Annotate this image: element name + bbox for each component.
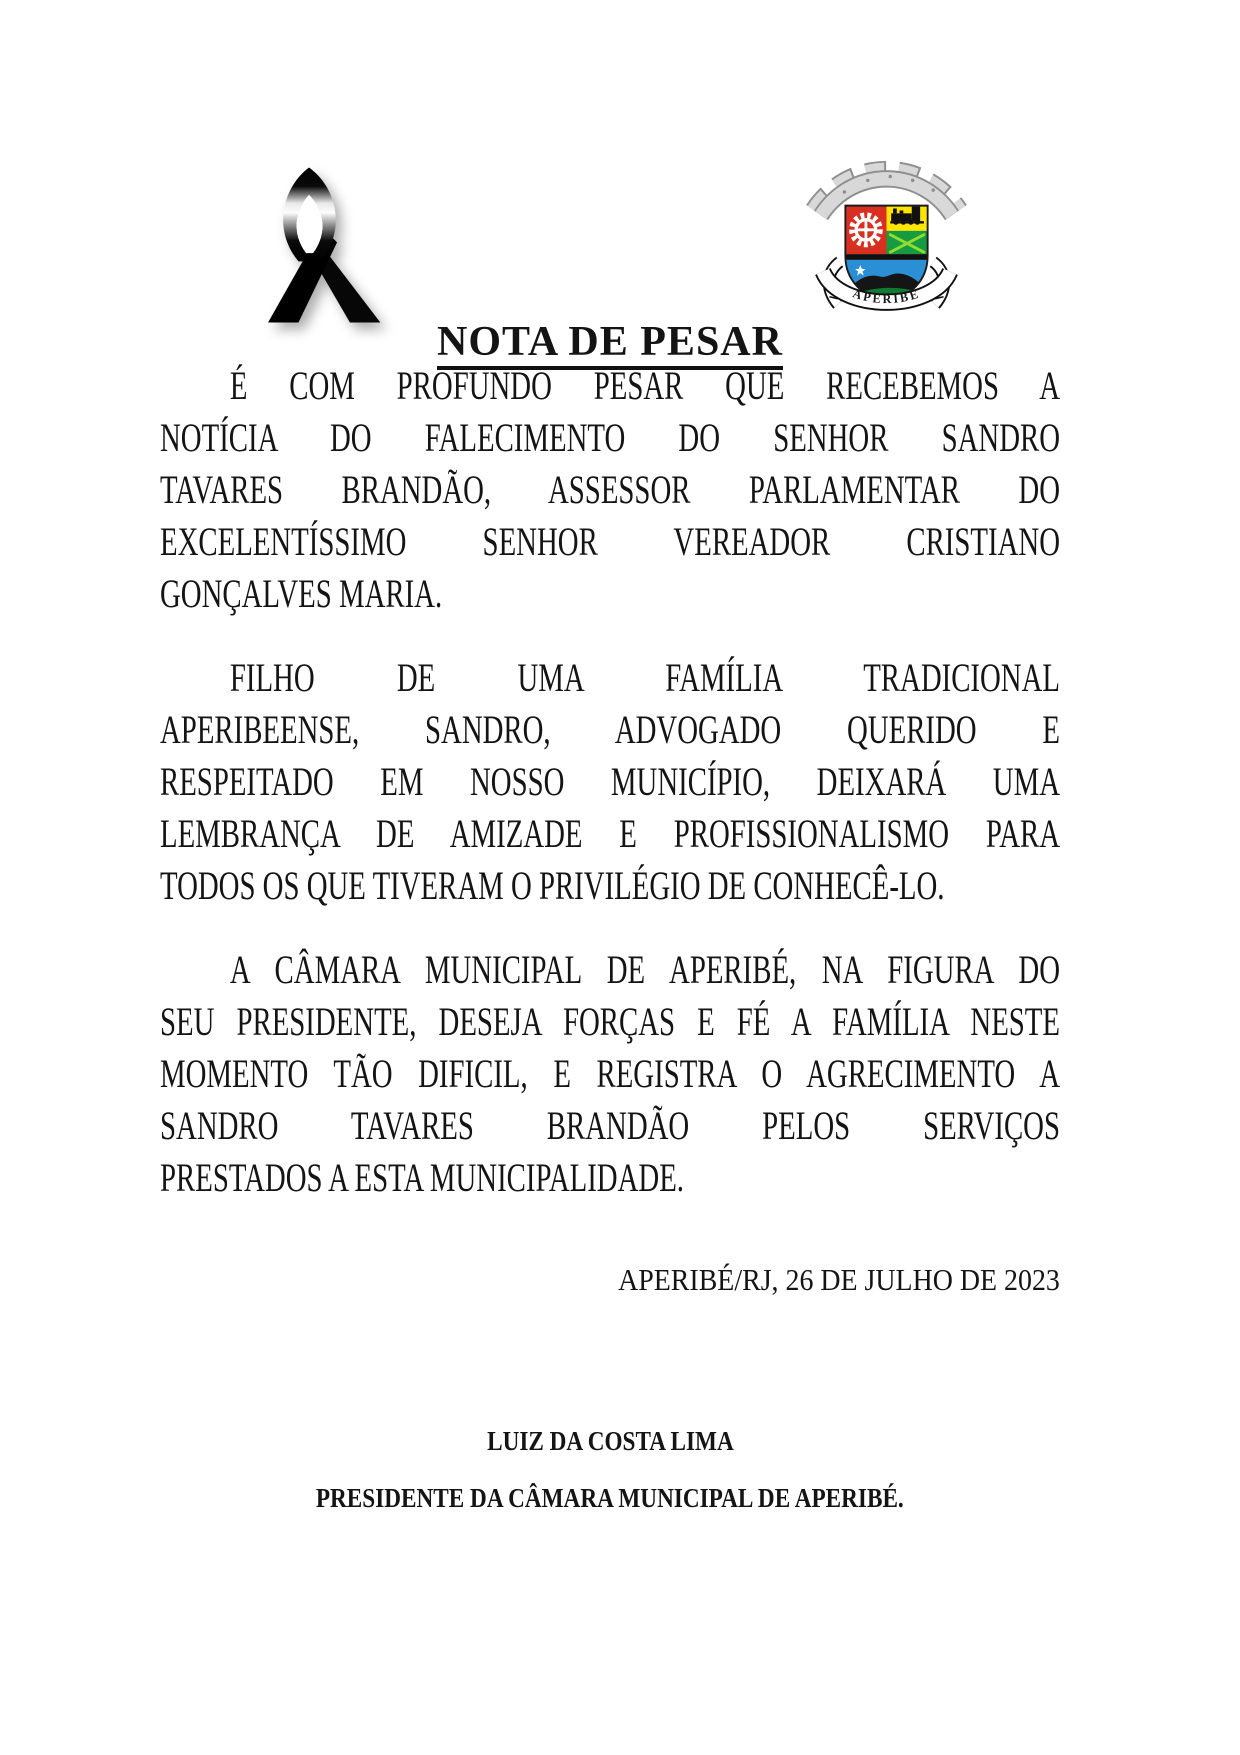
paragraph-2 (160, 652, 1060, 912)
body-line: NOTÍCIA DO FALECIMENTO DO SENHOR SANDRO (160, 415, 1060, 460)
body-line: EXCELENTÍSSIMO SENHOR VEREADOR CRISTIANO (160, 519, 1060, 564)
aperibe-coat-of-arms-icon (793, 128, 980, 322)
body-line: É COM PROFUNDO PESAR QUE RECEBEMOS A (229, 363, 1061, 408)
signer-name-line (160, 1426, 1060, 1457)
body-line: FILHO DE UMA FAMÍLIA TRADICIONAL (229, 655, 1061, 700)
body-line: GONÇALVES MARIA. (160, 571, 443, 616)
page-title-text: NOTA DE PESAR (437, 319, 783, 370)
paragraph-1 (160, 360, 1060, 620)
body-line: LEMBRANÇA DE AMIZADE E PROFISSIONALISMO PARA (160, 811, 1060, 856)
signer-name: LUIZ DA COSTA LIMA (486, 1426, 734, 1456)
crest-banner-text: APERIBÉ (851, 286, 922, 307)
body-line: TODOS OS QUE TIVERAM O PRIVILÉGIO DE CONHECÊ-LO. (160, 863, 945, 908)
body-line: SANDRO TAVARES BRANDÃO PELOS SERVIÇOS (160, 1103, 1060, 1148)
signer-role-line (160, 1483, 1060, 1514)
body-line: MOMENTO TÃO DIFICIL, E REGISTRA O AGRECIMENTO A (160, 1051, 1060, 1096)
date-line-row (160, 1262, 1060, 1298)
body-line: RESPEITADO EM NOSSO MUNICÍPIO, DEIXARÁ UMA (160, 759, 1060, 804)
signer-role: PRESIDENTE DA CÂMARA MUNICIPAL DE APERIBÉ. (316, 1483, 904, 1513)
document-body (160, 360, 1060, 1514)
date-line: APERIBÉ/RJ, 26 DE JULHO DE 2023 (618, 1262, 1060, 1297)
signature-block (160, 1426, 1060, 1514)
body-line: SEU PRESIDENTE, DESEJA FORÇAS E FÉ A FAMÍLIA NESTE (160, 999, 1060, 1044)
page-title (160, 318, 1060, 366)
document-header (0, 0, 1240, 366)
paragraph-3 (160, 944, 1060, 1204)
body-line: APERIBEENSE, SANDRO, ADVOGADO QUERIDO E (160, 707, 1060, 752)
body-line: TAVARES BRANDÃO, ASSESSOR PARLAMENTAR DO (160, 467, 1060, 512)
body-line: A CÂMARA MUNICIPAL DE APERIBÉ, NA FIGURA DO (229, 947, 1061, 992)
mourning-ribbon-icon (233, 158, 385, 328)
body-line: PRESTADOS A ESTA MUNICIPALIDADE. (160, 1155, 685, 1200)
